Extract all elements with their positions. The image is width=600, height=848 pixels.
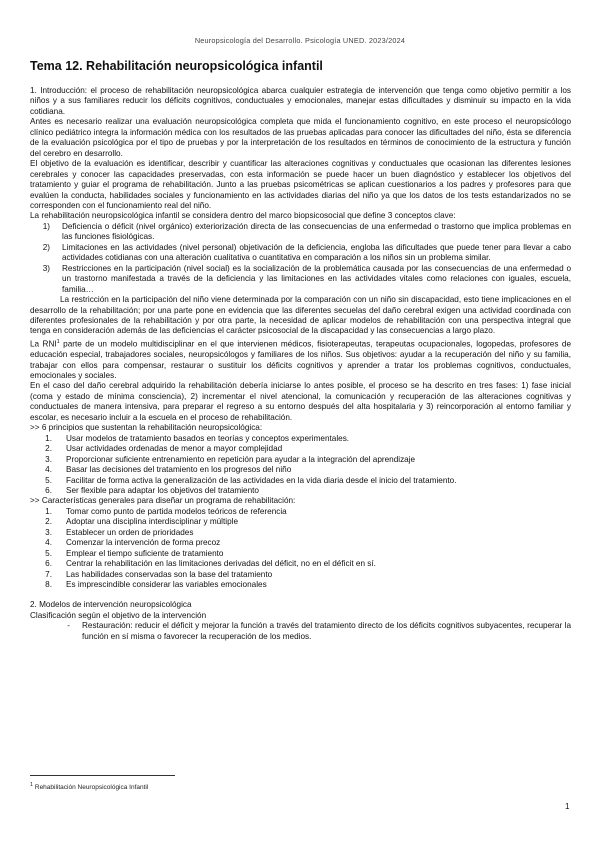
list-item-text: Proporcionar suficiente entrenamiento en repetición para ayudar a la integración del aprendizaje <box>66 454 416 464</box>
list-item-text: Adoptar una disciplina interdisciplinar y múltiple <box>66 517 239 527</box>
models-list <box>30 621 571 642</box>
list-item-number: 3. <box>45 527 52 537</box>
list-item <box>30 507 571 517</box>
list-item-number: 2) <box>42 242 50 252</box>
list-item-number: 1. <box>45 506 52 516</box>
list-item-number: 1) <box>42 221 50 231</box>
document-title: Tema 12. Rehabilitación neuropsicológica infantil <box>30 59 323 73</box>
list-item <box>30 538 571 548</box>
list-item-number: 7. <box>45 569 52 579</box>
list-item <box>30 243 571 264</box>
list-item-number: 2. <box>45 517 52 527</box>
list-item-text: Tomar como punto de partida modelos teóricos de referencia <box>66 506 287 516</box>
footnote <box>30 782 148 791</box>
list-item <box>30 465 571 475</box>
section2-subtitle: Clasificación según el objetivo de la intervención <box>30 610 207 620</box>
list-item-text: Las habilidades conservadas son la base del tratamiento <box>66 569 273 579</box>
list-item-number: 2. <box>45 444 52 454</box>
list-item-text: Deficiencia o déficit (nivel orgánico) exteriorización directa de las consecuencias de una enfermedad o trastorno que implica problemas en las funciones fisiológicas. <box>62 221 571 242</box>
list-item <box>30 517 571 527</box>
principles-title: >> 6 principios que sustentan la rehabilitación neuropsicológica: <box>30 423 263 433</box>
list-item <box>30 621 571 642</box>
list-item-number: 4. <box>45 465 52 475</box>
document-body <box>30 86 571 642</box>
list-item-text: Basar las decisiones del tratamiento en los progresos del niño <box>66 465 292 475</box>
list-item-number: 1. <box>45 433 52 443</box>
list-item-number: 3. <box>45 454 52 464</box>
list-item-number: 5. <box>45 548 52 558</box>
list-item-number: 5. <box>45 475 52 485</box>
characteristics-title: >> Características generales para diseñar un programa de rehabilitación: <box>30 496 296 506</box>
list-item <box>30 580 571 590</box>
list-item <box>30 486 571 496</box>
section2-title: 2. Modelos de intervención neuropsicológica <box>30 600 192 610</box>
list-item <box>30 570 571 580</box>
list-item <box>30 476 571 486</box>
list-item <box>30 264 571 295</box>
intro-paragraph: 1. Introducción: el proceso de rehabilitación neuropsicológica abarca cualquier estrategia de intervención que tenga como objetivo permitir a los niños y a sus familiares reducir los déficits cognitivos, conductuales y emocionales, manejar estas dificultades y disminuir su impacto en la vida cotidiana. <box>30 86 571 116</box>
list-item-text: Restricciones en la participación (nivel social) es la socialización de la problemática causada por las consecuencias de una enfermedad o un trastorno manifestada a través de la deficiencia y las limitaciones en las actividades vitales como relaciones con iguales, escuela, familia… <box>62 263 571 294</box>
list-item-text: Facilitar de forma activa la generalización de las actividades en la vida diaria desde el inicio del tratamiento. <box>66 475 457 485</box>
list-item-number: 6. <box>45 485 52 495</box>
list-item-text: Es imprescindible considerar las variables emocionales <box>66 580 267 590</box>
list-item <box>30 528 571 538</box>
list-item <box>30 549 571 559</box>
rni-label: La RNI <box>30 339 57 349</box>
list-item-number: - <box>67 621 70 631</box>
list-item-text: Comenzar la intervención de forma precoz <box>66 538 221 548</box>
list-item-number: 3) <box>42 263 50 273</box>
footnote-text: Rehabilitación Neuropsicológica Infantil <box>33 784 149 792</box>
rni-paragraph <box>30 337 571 382</box>
page-number: 1 <box>565 802 570 811</box>
list-item-text: Ser flexible para adaptar los objetivos del tratamiento <box>66 485 259 495</box>
framework-paragraph: La rehabilitación neuropsicológica infantil se considera dentro del marco biopsicosocial que define 3 conceptos clave: <box>30 211 456 221</box>
list-item-text: Usar actividades ordenadas de menor a mayor complejidad <box>66 444 283 454</box>
restriction-paragraph: La restricción en la participación del niño viene determinada por la comparación con un niño sin discapacidad, esto tiene implicaciones en el desarrollo de la rehabilitación; por una parte pone en evidencia que las diferentes secuelas del daño cerebral exigen una actividad coordinada con diferentes profesionales de la rehabilitación y por otra parte, la necesidad de aplicar modelos de rehabilitación con una perspectiva integral que tenga en consideración además de las deficiencias el carácter psicosocial de la discapacidad y las consecuencias a largo plazo. <box>30 295 571 336</box>
list-item-number: 6. <box>45 559 52 569</box>
list-item <box>30 434 571 444</box>
rni-text: parte de un modelo multidisciplinar en el que intervienen médicos, fisioterapeutas, terapeutas ocupacionales, logopedas, profesores de educación especial, trabajadores sociales, neuropsicólogos y familiares de los niños. Sus objetivos: ayudar a la recuperación del niño y su familia, trabajar con ellos para compensar, restaurar o sustituir los déficits cognitivos y aprender a tratar los problemas cognitivos, conductuales, emocionales y sociales. <box>30 339 572 380</box>
objective-paragraph: El objetivo de la evaluación es identificar, describir y cuantificar las alteraciones cognitivas y conductuales que ocasionan las diferentes lesiones cerebrales y conocer las capacidades preservadas, con esta información se puede hacer un buen diagnóstico y establecer los objetivos del tratamiento y guiar el programa de rehabilitación. Junto a las pruebas psicométricas se aplican cuestionarios a los padres y profesores para que evalúen la conducta, habilidades sociales y funcionamiento en las actividades diarias del niño ya que los datos de los tests estandarizados no se corresponden con el funcionamiento real del niño. <box>30 159 571 210</box>
concepts-list <box>30 222 571 295</box>
list-item-text: Usar modelos de tratamiento basados en teorías y conceptos experimentales. <box>66 433 350 443</box>
footnote-divider <box>30 775 175 776</box>
page-header: Neuropsicología del Desarrollo. Psicología UNED. 2023/2024 <box>194 36 406 45</box>
list-item-number: 8. <box>45 580 52 590</box>
footnote-mark: 1 <box>30 782 34 788</box>
acquired-damage-paragraph: En el caso del daño cerebral adquirido la rehabilitación debería iniciarse lo antes posible, el proceso se ha descrito en tres fases: 1) fase inicial (coma y estado de mínima consciencia), 2) incrementar el nivel atencional, la comunicación y recuperación de las alteraciones cognitivas y conductuales de manera intensiva, para preparar el regreso a su entorno después del alta hospitalaria y 3) reincorporación al entorno familiar y escolar, es necesario incluir a la escuela en el proceso de rehabilitación. <box>30 381 571 422</box>
footnote-ref: 1 <box>56 338 60 345</box>
list-item <box>30 455 571 465</box>
list-item-text: Centrar la rehabilitación en las limitaciones derivadas del déficit, no en el déficit en sí. <box>66 559 376 569</box>
list-item-text: Emplear el tiempo suficiente de tratamiento <box>66 548 224 558</box>
list-item-text: Restauración: reducir el déficit y mejorar la función a través del tratamiento directo de los déficits cognitivos subyacentes, recuperar la función en sí misma o favorecer la recuperación de los medios. <box>82 621 571 641</box>
list-item-text: Limitaciones en las actividades (nivel personal) objetivación de la deficiencia, engloba las dificultades que puede tener para llevar a cabo actividades cotidianas con una alteración cualitativa o cuantitativa en comparación a los niños sin un problema similar. <box>62 242 571 263</box>
list-item <box>30 444 571 454</box>
list-item <box>30 559 571 569</box>
list-item-text: Establecer un orden de prioridades <box>66 527 194 537</box>
characteristics-list <box>30 507 571 591</box>
list-item-number: 4. <box>45 538 52 548</box>
list-item <box>30 222 571 243</box>
principles-list <box>30 434 571 497</box>
evaluation-paragraph: Antes es necesario realizar una evaluación neuropsicológica completa que mida el funcionamiento cognitivo, en este proceso el neuropsicólogo clínico pediátrico integra la información médica con los resultados de las pruebas aplicadas para conocer las dificultades del niño, ésta se diferencia de la evaluación psicológica por el tipo de pruebas y por la interpretación de los resultados en términos de conocimiento de la estructura y función del cerebro en desarrollo. <box>30 117 571 158</box>
